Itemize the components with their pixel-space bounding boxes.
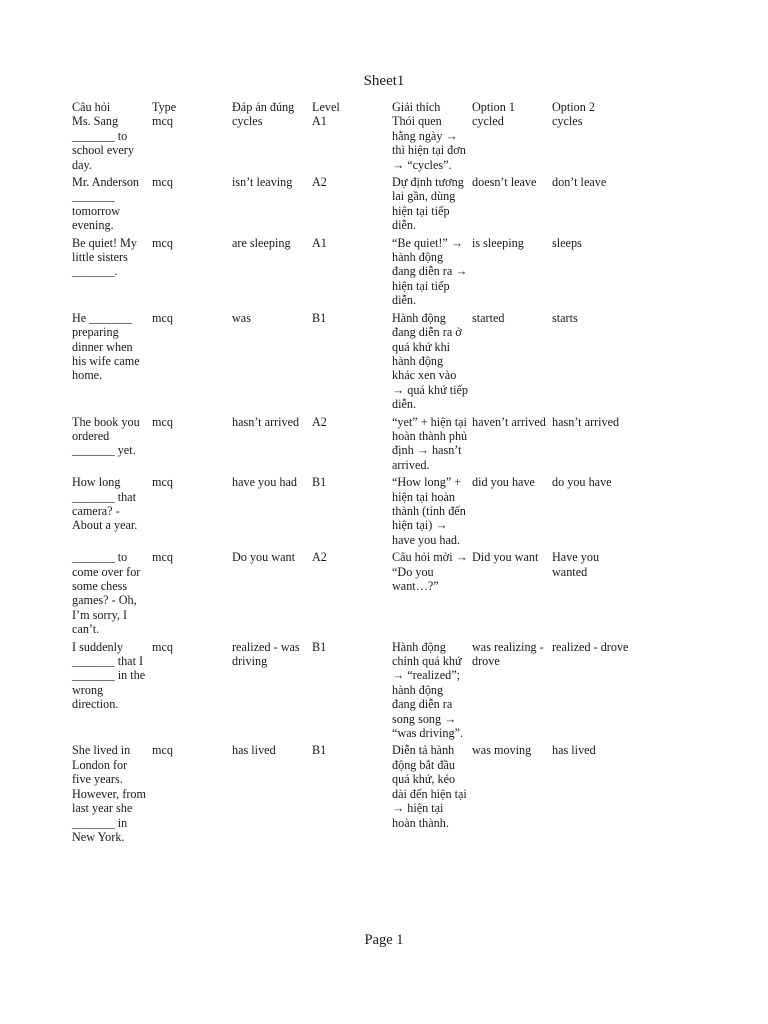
- header-cell: Option 1: [472, 100, 515, 114]
- option2-cell: starts: [552, 310, 578, 325]
- question-cell: I suddenly _______ that I _______ in the wrong direction.: [72, 639, 146, 712]
- question-cell: Ms. Sang _______ to school every day.: [72, 114, 134, 172]
- option2-cell: hasn’t arrived: [552, 414, 620, 429]
- option2-cell: do you have: [552, 475, 612, 490]
- question-cell: How long _______ that camera? - About a year.: [72, 475, 138, 533]
- option2-cell: realized - drove: [552, 639, 629, 654]
- option1-cell: was moving: [472, 743, 532, 758]
- option1-cell: cycled: [472, 114, 504, 129]
- header-cell: Câu hỏi: [72, 100, 111, 114]
- table-row: [72, 475, 632, 550]
- header-cell: Option 2: [552, 100, 595, 114]
- header-cell: Đáp án đúng: [232, 100, 295, 114]
- option2-cell: Have you wanted: [552, 550, 600, 579]
- table-row: [72, 311, 632, 415]
- option2-cell: sleeps: [552, 235, 582, 250]
- table-row: [72, 175, 632, 236]
- explanation-cell: Thói quen hằng ngày → thì hiện tại đơn → “cycles”.: [392, 114, 466, 172]
- answer-cell: realized - was driving: [232, 639, 300, 669]
- question-cell: Mr. Anderson _______ tomorrow evening.: [72, 175, 140, 233]
- answer-cell: was: [232, 310, 251, 325]
- answer-cell: are sleeping: [232, 235, 291, 250]
- table-row: [72, 415, 632, 476]
- table-row: [72, 236, 632, 311]
- answer-cell: have you had: [232, 475, 297, 490]
- type-cell: mcq: [152, 235, 173, 250]
- table-row: [72, 743, 632, 847]
- explanation-cell: Diễn tả hành động bắt đầu quá khứ, kéo dài đến hiện tại → hiện tại hoàn thành.: [392, 743, 467, 830]
- type-cell: mcq: [152, 550, 173, 565]
- table-row: [72, 114, 632, 175]
- level-cell: B1: [312, 310, 327, 325]
- option1-cell: doesn’t leave: [472, 175, 537, 190]
- explanation-cell: “Be quiet!” → hành động đang diễn ra → hiện tại tiếp diễn.: [392, 235, 468, 308]
- page-footer: Page 1: [364, 932, 404, 948]
- sheet-title: Sheet1: [363, 73, 405, 89]
- header-cell: Type: [152, 100, 177, 114]
- explanation-cell: Câu hỏi mời → “Do you want…?”: [392, 550, 468, 593]
- type-cell: mcq: [152, 310, 173, 325]
- option1-cell: Did you want: [472, 550, 539, 565]
- question-cell: She lived in London for five years. However, from last year she _______ in New York.: [72, 743, 146, 844]
- header-cell: Level: [312, 100, 340, 114]
- level-cell: B1: [312, 743, 327, 758]
- question-cell: Be quiet! My little sisters _______.: [72, 235, 137, 279]
- type-cell: mcq: [152, 475, 173, 490]
- option1-cell: is sleeping: [472, 235, 524, 250]
- explanation-cell: Hành động đang diễn ra ở quá khứ khi hành động khác xen vào → quá khứ tiếp diễn.: [392, 310, 468, 412]
- option2-cell: don’t leave: [552, 175, 607, 190]
- question-table: [72, 100, 632, 847]
- option1-cell: did you have: [472, 475, 535, 490]
- level-cell: A2: [312, 550, 327, 565]
- option2-cell: cycles: [552, 114, 583, 129]
- level-cell: A1: [312, 114, 327, 129]
- level-cell: A2: [312, 414, 327, 429]
- type-cell: mcq: [152, 414, 173, 429]
- table-header-row: [72, 100, 632, 114]
- answer-cell: has lived: [232, 743, 276, 758]
- level-cell: B1: [312, 639, 327, 654]
- level-cell: A2: [312, 175, 327, 190]
- level-cell: B1: [312, 475, 327, 490]
- option2-cell: has lived: [552, 743, 596, 758]
- type-cell: mcq: [152, 175, 173, 190]
- type-cell: mcq: [152, 639, 173, 654]
- option1-cell: haven’t arrived: [472, 414, 546, 429]
- answer-cell: isn’t leaving: [232, 175, 293, 190]
- answer-cell: hasn’t arrived: [232, 414, 300, 429]
- question-cell: He _______ preparing dinner when his wife came home.: [72, 310, 140, 383]
- option1-cell: was realizing - drove: [472, 639, 544, 669]
- explanation-cell: “How long” + hiện tại hoàn thành (tính đến hiện tại) → have you had.: [392, 475, 466, 547]
- table-row: [72, 550, 632, 639]
- question-cell: _______ to come over for some chess games? - Oh, I’m sorry, I can’t.: [72, 550, 141, 637]
- answer-cell: Do you want: [232, 550, 295, 565]
- option1-cell: started: [472, 310, 505, 325]
- answer-cell: cycles: [232, 114, 263, 129]
- explanation-cell: Hành động chính quá khứ → “realized”; hành động đang diễn ra song song → “was driving”.: [392, 639, 464, 741]
- explanation-cell: “yet” + hiện tại hoàn thành phủ định → hasn’t arrived.: [392, 414, 468, 472]
- header-cell: Giải thích: [392, 100, 441, 114]
- table-row: [72, 640, 632, 744]
- question-cell: The book you ordered _______ yet.: [72, 414, 140, 458]
- level-cell: A1: [312, 235, 327, 250]
- type-cell: mcq: [152, 743, 173, 758]
- explanation-cell: Dự định tương lai gần, dùng hiện tại tiếp diễn.: [392, 175, 464, 233]
- type-cell: mcq: [152, 114, 173, 129]
